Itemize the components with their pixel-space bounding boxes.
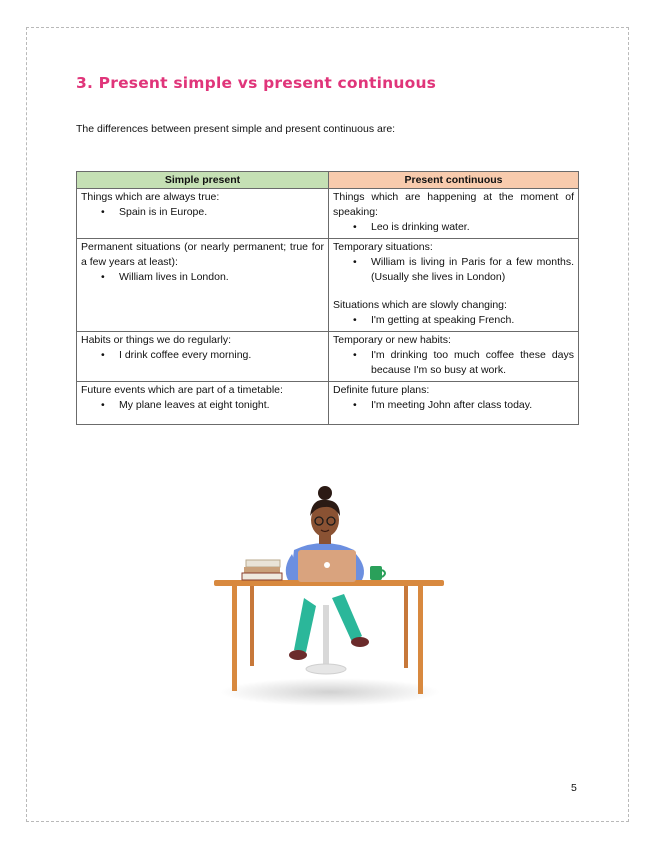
table-header-row (77, 172, 579, 189)
list-item (333, 313, 574, 328)
right-shoe (351, 637, 369, 647)
table-row (77, 382, 579, 425)
table-cell (329, 382, 579, 425)
chair-post (323, 605, 329, 665)
left-shoe (289, 650, 307, 660)
bullet-icon: • (353, 256, 357, 268)
section-heading: 3. Present simple vs present continuous (76, 74, 437, 92)
cell-label: Temporary situations: (333, 241, 433, 253)
chair-base (306, 664, 346, 674)
person-at-desk-with-laptop-illustration (212, 480, 448, 710)
list-item-text: William is living in Paris for a few months. (Usually she lives in London) (371, 256, 574, 283)
cell-label: Things which are happening at the moment of speaking: (333, 191, 574, 218)
hair-bun (318, 486, 332, 500)
list-item-text: My plane leaves at eight tonight. (119, 399, 270, 411)
intro-paragraph: The differences between present simple and present continuous are: (76, 123, 396, 135)
cell-label: Temporary or new habits: (333, 334, 451, 346)
table-cell (77, 239, 329, 332)
bullet-icon: • (353, 399, 357, 411)
header-present-continuous: Present continuous (329, 172, 579, 189)
bullet-icon: • (353, 221, 357, 233)
bullet-icon: • (353, 314, 357, 326)
floor-shadow (220, 678, 440, 706)
right-leg (332, 594, 362, 642)
bullet-icon: • (101, 349, 105, 361)
laptop-logo-icon (324, 562, 330, 568)
list-item (81, 205, 324, 220)
list-item-text: Leo is drinking water. (371, 221, 470, 233)
comparison-table (76, 171, 579, 425)
table-cell (77, 189, 329, 239)
bullet-icon: • (101, 271, 105, 283)
page-number: 5 (571, 782, 577, 794)
cell-label: Things which are always true: (81, 191, 220, 203)
list-item (333, 255, 574, 285)
table-cell (329, 332, 579, 382)
table-cell (77, 382, 329, 425)
list-item-text: I drink coffee every morning. (119, 349, 252, 361)
bullet-icon: • (101, 206, 105, 218)
book (242, 573, 282, 580)
cell-label: Future events which are part of a timetable: (81, 384, 283, 396)
list-item-text: Spain is in Europe. (119, 206, 208, 218)
cell-label: Definite future plans: (333, 384, 430, 396)
header-simple-present: Simple present (77, 172, 329, 189)
book (246, 560, 280, 567)
mug (370, 566, 382, 580)
desk-leg-front-left (232, 586, 237, 691)
bullet-icon: • (101, 399, 105, 411)
table-cell (77, 332, 329, 382)
cell-label: Situations which are slowly changing: (333, 299, 507, 311)
cell-label: Permanent situations (or nearly permanent; true for a few years at least): (81, 241, 324, 268)
table-row (77, 189, 579, 239)
mug-handle (382, 570, 385, 577)
list-item-text: William lives in London. (119, 271, 229, 283)
cell-label: Habits or things we do regularly: (81, 334, 231, 346)
list-item (333, 220, 574, 235)
list-item (333, 398, 574, 413)
table-cell (329, 239, 579, 332)
list-item (81, 270, 324, 285)
list-item-text: I'm getting at speaking French. (371, 314, 515, 326)
bullet-icon: • (353, 349, 357, 361)
table-row (77, 239, 579, 332)
spacer (333, 285, 574, 298)
list-item (333, 348, 574, 378)
desk-leg-back-left (250, 586, 254, 666)
desk-leg-front-right (418, 586, 423, 694)
desk-leg-back-right (404, 586, 408, 668)
list-item (81, 398, 324, 413)
list-item (81, 348, 324, 363)
table-row (77, 332, 579, 382)
book (244, 567, 280, 573)
list-item-text: I'm meeting John after class today. (371, 399, 533, 411)
left-leg (294, 598, 316, 652)
table-cell (329, 189, 579, 239)
list-item-text: I'm drinking too much coffee these days because I'm so busy at work. (371, 349, 574, 376)
